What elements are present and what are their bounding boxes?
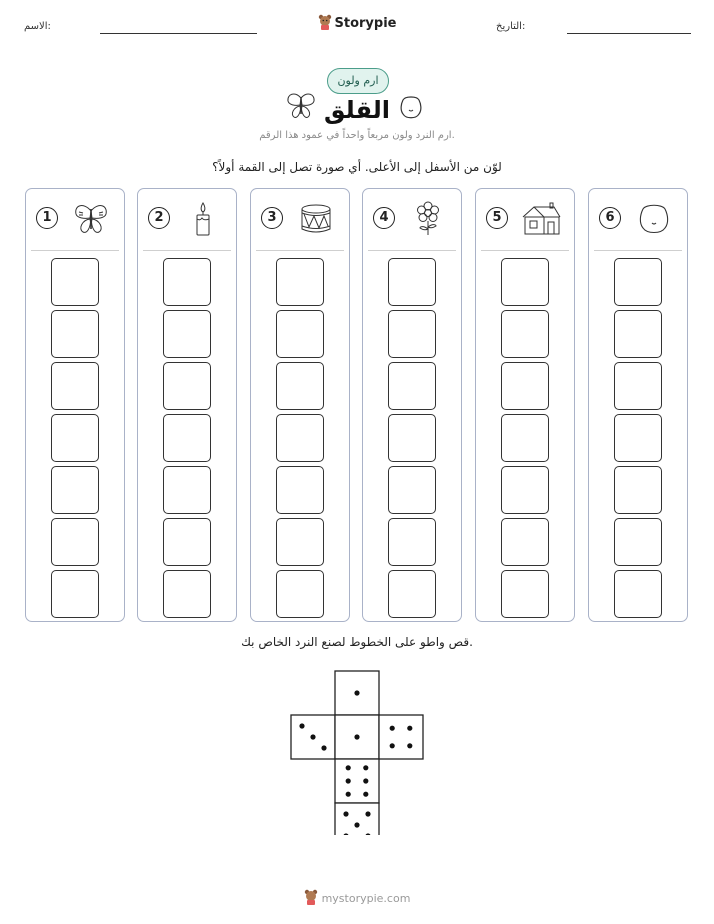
column-header bbox=[26, 201, 124, 237]
dice-pip bbox=[343, 811, 348, 816]
color-square[interactable] bbox=[51, 570, 99, 618]
column-number: 6 bbox=[599, 207, 621, 229]
color-square[interactable] bbox=[501, 310, 549, 358]
drum-icon bbox=[295, 201, 337, 237]
date-label: التاريخ: bbox=[496, 21, 526, 32]
dice-pip bbox=[354, 690, 359, 695]
color-square[interactable] bbox=[276, 518, 324, 566]
footer bbox=[0, 889, 714, 905]
dice-pip bbox=[390, 726, 395, 731]
color-square[interactable] bbox=[501, 362, 549, 410]
color-square[interactable] bbox=[501, 414, 549, 462]
dice-face bbox=[335, 715, 379, 759]
column-divider bbox=[256, 250, 344, 251]
dice-face bbox=[335, 671, 379, 715]
column-number: 5 bbox=[486, 207, 508, 229]
column-number: 1 bbox=[36, 207, 58, 229]
color-square[interactable] bbox=[614, 570, 662, 618]
dice-pip bbox=[407, 743, 412, 748]
date-line[interactable] bbox=[567, 33, 691, 34]
color-square[interactable] bbox=[51, 362, 99, 410]
column-4 bbox=[362, 188, 462, 622]
dice-pip bbox=[346, 778, 351, 783]
column-divider bbox=[594, 250, 682, 251]
column-1 bbox=[25, 188, 125, 622]
column-header bbox=[589, 201, 687, 237]
column-divider bbox=[143, 250, 231, 251]
dice-pip bbox=[363, 778, 368, 783]
dice-pip bbox=[310, 734, 315, 739]
candle-icon bbox=[182, 201, 224, 237]
color-square[interactable] bbox=[501, 518, 549, 566]
face-title-icon bbox=[398, 94, 424, 120]
bear-logo-icon bbox=[318, 14, 332, 30]
dice-pip bbox=[299, 723, 304, 728]
color-square[interactable] bbox=[51, 466, 99, 514]
dice-pip bbox=[363, 765, 368, 770]
color-square[interactable] bbox=[51, 518, 99, 566]
dice-pip bbox=[321, 745, 326, 750]
cut-instruction: قص واطو على الخطوط لصنع النرد الخاص بك. bbox=[241, 635, 473, 649]
color-square[interactable] bbox=[163, 466, 211, 514]
footer-url: mystorypie.com bbox=[321, 892, 411, 905]
footer-logo-icon bbox=[304, 889, 318, 905]
color-square[interactable] bbox=[276, 414, 324, 462]
flower-icon bbox=[407, 201, 449, 237]
name-line[interactable] bbox=[100, 33, 257, 34]
column-divider bbox=[481, 250, 569, 251]
column-header bbox=[476, 201, 574, 237]
column-6 bbox=[588, 188, 688, 622]
color-square[interactable] bbox=[276, 570, 324, 618]
dice-pip bbox=[346, 792, 351, 797]
color-square[interactable] bbox=[51, 310, 99, 358]
face-icon bbox=[633, 201, 675, 237]
color-square[interactable] bbox=[276, 258, 324, 306]
color-square[interactable] bbox=[163, 518, 211, 566]
column-header bbox=[363, 201, 461, 237]
column-header bbox=[138, 201, 236, 237]
color-square[interactable] bbox=[51, 414, 99, 462]
dice-face bbox=[291, 715, 335, 759]
dice-pip bbox=[354, 734, 359, 739]
house-icon bbox=[520, 201, 562, 237]
color-square[interactable] bbox=[163, 258, 211, 306]
dice-net bbox=[290, 670, 425, 835]
column-3 bbox=[250, 188, 350, 622]
color-square[interactable] bbox=[614, 310, 662, 358]
dice-pip bbox=[407, 726, 412, 731]
color-square[interactable] bbox=[501, 258, 549, 306]
brand-logo bbox=[0, 14, 714, 31]
color-square[interactable] bbox=[614, 362, 662, 410]
dice-pip bbox=[354, 822, 359, 827]
color-square[interactable] bbox=[276, 466, 324, 514]
color-square[interactable] bbox=[388, 258, 436, 306]
brand-name: Storypie bbox=[334, 16, 397, 31]
dice-face bbox=[379, 715, 423, 759]
dice-pip bbox=[346, 765, 351, 770]
dice-pip bbox=[390, 743, 395, 748]
subtitle: ارم النرد ولون مربعاً واحداً في عمود هذا الرقم. bbox=[259, 130, 455, 141]
dice-pip bbox=[363, 792, 368, 797]
color-square[interactable] bbox=[51, 258, 99, 306]
color-square[interactable] bbox=[276, 362, 324, 410]
column-header bbox=[251, 201, 349, 237]
color-square[interactable] bbox=[501, 466, 549, 514]
instruction: لوّن من الأسفل إلى الأعلى. أي صورة تصل إلى القمة أولاً؟ bbox=[212, 160, 502, 174]
column-number: 3 bbox=[261, 207, 283, 229]
color-square[interactable] bbox=[388, 518, 436, 566]
color-square[interactable] bbox=[614, 414, 662, 462]
column-divider bbox=[368, 250, 456, 251]
color-square[interactable] bbox=[163, 570, 211, 618]
color-square[interactable] bbox=[276, 310, 324, 358]
dice-pip bbox=[365, 811, 370, 816]
color-square[interactable] bbox=[388, 310, 436, 358]
color-square[interactable] bbox=[614, 466, 662, 514]
column-5 bbox=[475, 188, 575, 622]
column-2 bbox=[137, 188, 237, 622]
color-square[interactable] bbox=[501, 570, 549, 618]
dice-face bbox=[335, 759, 379, 803]
color-square[interactable] bbox=[388, 466, 436, 514]
butterfly-icon bbox=[70, 201, 112, 237]
color-square[interactable] bbox=[614, 518, 662, 566]
color-square[interactable] bbox=[388, 414, 436, 462]
column-divider bbox=[31, 250, 119, 251]
color-square[interactable] bbox=[163, 310, 211, 358]
column-number: 4 bbox=[373, 207, 395, 229]
dice-face bbox=[335, 803, 379, 835]
color-square[interactable] bbox=[388, 570, 436, 618]
page-title: القلق bbox=[324, 96, 390, 124]
column-number: 2 bbox=[148, 207, 170, 229]
name-label: الاسم: bbox=[24, 21, 51, 32]
color-square[interactable] bbox=[614, 258, 662, 306]
color-square[interactable] bbox=[163, 414, 211, 462]
color-square[interactable] bbox=[163, 362, 211, 410]
activity-badge: ارم ولون bbox=[327, 68, 389, 94]
color-square[interactable] bbox=[388, 362, 436, 410]
